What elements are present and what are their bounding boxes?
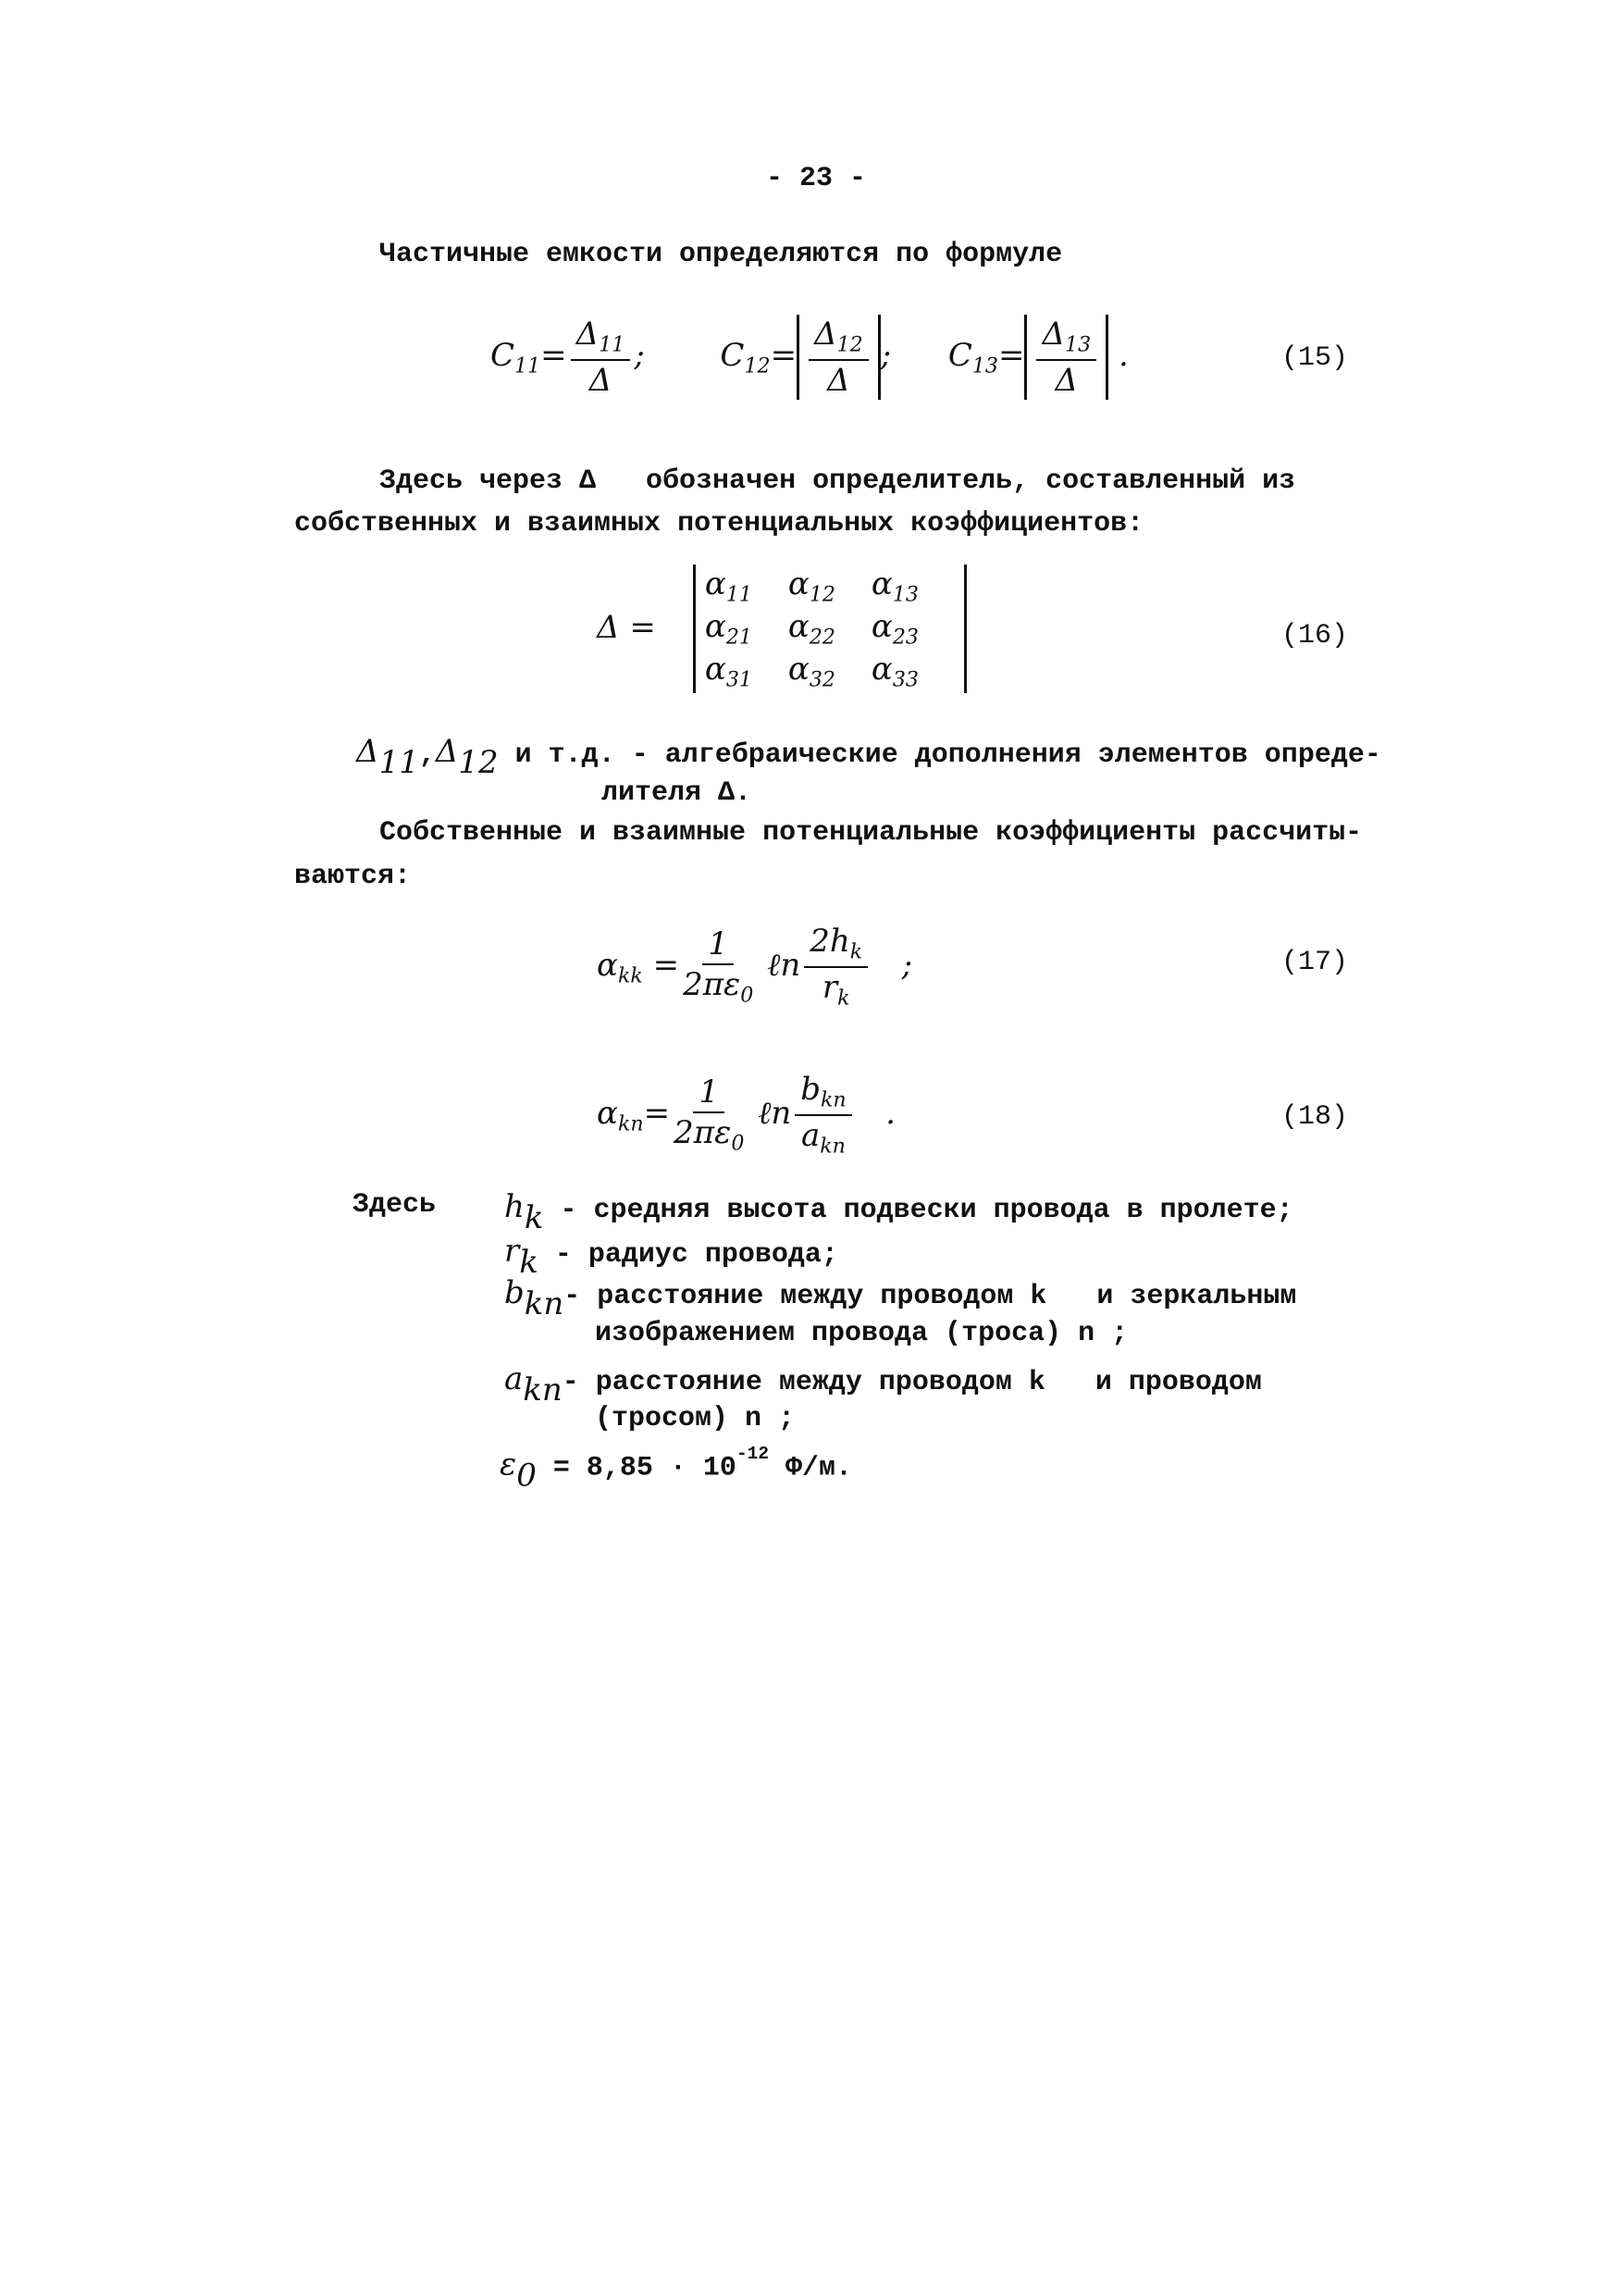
fraction xyxy=(804,925,868,1009)
subscript: 11 xyxy=(599,332,625,357)
subscript: 31 xyxy=(725,667,752,692)
symbol: 2πε xyxy=(683,965,741,1003)
subscript: k xyxy=(849,939,863,964)
definition-item xyxy=(504,1233,838,1281)
paragraph-line: собственных и взаимных потенциальных коэффициентов: xyxy=(294,508,1144,540)
subscript: 12 xyxy=(809,582,835,607)
lhs: Δ = xyxy=(597,608,656,646)
subscript: k xyxy=(837,986,850,1011)
symbol: r xyxy=(822,968,838,1006)
symbol: C xyxy=(947,336,972,374)
symbol: a xyxy=(504,1360,524,1397)
fraction xyxy=(795,1071,851,1159)
symbol: α xyxy=(704,650,726,688)
equation-label-17: (17) xyxy=(1281,947,1349,978)
equation-17 xyxy=(597,925,912,1009)
determinant-cell xyxy=(704,650,788,692)
symbol: α xyxy=(704,565,726,602)
subscript: kn xyxy=(617,1111,644,1136)
intro-text: Частичные емкости определяются по формуле xyxy=(379,239,1063,270)
subscript: 13 xyxy=(971,354,998,379)
subscript: 11 xyxy=(378,743,419,781)
symbol: C xyxy=(490,336,515,374)
equation-18 xyxy=(597,1071,896,1159)
symbol: b xyxy=(504,1274,525,1311)
symbol: α xyxy=(597,946,618,984)
equation-label-16: (16) xyxy=(1281,620,1349,652)
symbol: α xyxy=(787,607,810,645)
symbol: Δ xyxy=(827,361,850,399)
subscript: 12 xyxy=(744,354,771,379)
fraction xyxy=(571,316,631,399)
where-label: Здесь xyxy=(352,1189,437,1221)
separator: ; xyxy=(880,336,892,374)
separator: . xyxy=(885,1094,896,1132)
subscript: kn xyxy=(821,1087,847,1112)
determinant-cell xyxy=(704,607,788,650)
symbol: C xyxy=(720,336,745,374)
determinant-cell xyxy=(871,565,955,607)
determinant-cell xyxy=(871,650,955,692)
determinant-cell xyxy=(787,607,872,650)
symbol: ε xyxy=(500,1446,517,1483)
definition-text: - средняя высота подвески провода в пролете; xyxy=(543,1195,1293,1226)
subscript: 22 xyxy=(809,625,835,650)
subscript: kk xyxy=(617,963,643,988)
definition-text: - расстояние между проводом k и зеркальным xyxy=(563,1281,1297,1312)
symbol: Δ xyxy=(575,316,600,354)
subscript: 13 xyxy=(1065,332,1092,357)
subscript: 11 xyxy=(725,582,752,607)
subscript: 23 xyxy=(892,625,919,650)
equation-16 xyxy=(597,565,967,693)
absolute-value xyxy=(1024,315,1108,400)
determinant-cell xyxy=(871,607,955,650)
definition-item xyxy=(504,1360,1262,1409)
algebraic-complements-line xyxy=(356,733,1381,781)
symbol: 2h xyxy=(810,923,850,960)
definition-item xyxy=(595,1320,1128,1347)
symbol: r xyxy=(504,1233,520,1270)
symbol: a xyxy=(801,1116,821,1154)
ln: ℓn xyxy=(758,1094,792,1132)
subscript: 12 xyxy=(836,332,863,357)
subscript: 0 xyxy=(731,1131,745,1156)
epsilon-definition xyxy=(500,1444,853,1495)
equation-label-18: (18) xyxy=(1281,1101,1349,1133)
symbol: α xyxy=(871,607,893,645)
subscript: 0 xyxy=(516,1457,537,1495)
symbol: Δ xyxy=(588,361,612,399)
subscript: kn xyxy=(820,1134,846,1159)
fraction xyxy=(683,925,754,1008)
separator: ; xyxy=(634,336,645,374)
determinant-cell xyxy=(787,565,872,607)
determinant-cell xyxy=(704,565,788,607)
separator: ; xyxy=(901,946,913,984)
numerator: 1 xyxy=(693,1076,724,1113)
subscript: 33 xyxy=(892,667,919,692)
definition-text: (тросом) n ; xyxy=(595,1403,796,1434)
page-number: - 23 - xyxy=(766,163,867,194)
subscript: 12 xyxy=(458,743,499,781)
paragraph-line: лителя Δ. xyxy=(601,777,752,809)
symbol: b xyxy=(800,1071,822,1108)
ln: ℓn xyxy=(767,946,801,984)
exponent: -12 xyxy=(736,1444,770,1464)
paragraph-line: ваются: xyxy=(294,861,412,892)
definition-item xyxy=(595,1405,795,1433)
symbol: α xyxy=(871,565,893,602)
fraction xyxy=(674,1073,745,1156)
symbol: Δ xyxy=(1055,361,1079,399)
numerator: 1 xyxy=(702,928,734,965)
subscript: 21 xyxy=(725,625,752,650)
subscript: 13 xyxy=(892,582,919,607)
paragraph-line: Здесь через Δ обозначен определитель, составленный из xyxy=(379,465,1296,497)
value: = 8,85 · 10 xyxy=(536,1452,736,1484)
symbol: α xyxy=(871,650,893,688)
symbol: Δ xyxy=(814,316,837,353)
equals: = xyxy=(643,1094,671,1132)
symbol: α xyxy=(787,650,810,688)
definition-item xyxy=(504,1274,1297,1322)
equals: = xyxy=(652,946,680,984)
separator: . xyxy=(1118,336,1129,374)
subscript: 0 xyxy=(740,983,754,1008)
equation-15: $C_{11}=$ $\frac{\Delta_{11}}{\Delta}$ ; $C_{12}=$ $\frac{\Delta_{12}}{\Delta}$ ; $C_{13}=$ $\frac{\Delta_{13}}{\Delta}$ . xyxy=(490,316,1129,399)
subscript: 11 xyxy=(514,354,541,379)
subscript: kn xyxy=(524,1285,564,1322)
symbol: α xyxy=(704,607,726,645)
subscript: k xyxy=(519,1243,538,1281)
symbol: Δ xyxy=(356,733,379,770)
paragraph-line: Собственные и взаимные потенциальные коэффициенты рассчиты- xyxy=(379,817,1363,849)
subscript: kn xyxy=(523,1371,563,1409)
subscript: 32 xyxy=(809,667,835,692)
text: и т.д. - алгебраические дополнения элементов опреде- xyxy=(498,739,1381,771)
symbol: α xyxy=(787,565,810,602)
symbol: α xyxy=(597,1094,618,1132)
definition-text: - радиус провода; xyxy=(538,1239,838,1271)
definition-item xyxy=(504,1188,1293,1236)
symbol: h xyxy=(504,1188,525,1225)
separator: , xyxy=(418,739,436,771)
equation-label-15: (15) xyxy=(1281,342,1349,374)
absolute-value xyxy=(797,315,881,400)
determinant xyxy=(693,565,967,693)
unit: Ф/м. xyxy=(769,1452,853,1484)
determinant-cell xyxy=(787,650,872,692)
definition-text: изображением провода (троса) n ; xyxy=(595,1318,1129,1349)
symbol: Δ xyxy=(1042,316,1066,353)
symbol: 2πε xyxy=(674,1113,732,1151)
subscript: k xyxy=(524,1198,544,1236)
symbol: Δ xyxy=(435,733,459,770)
definition-text: - расстояние между проводом k и проводом xyxy=(562,1367,1262,1398)
